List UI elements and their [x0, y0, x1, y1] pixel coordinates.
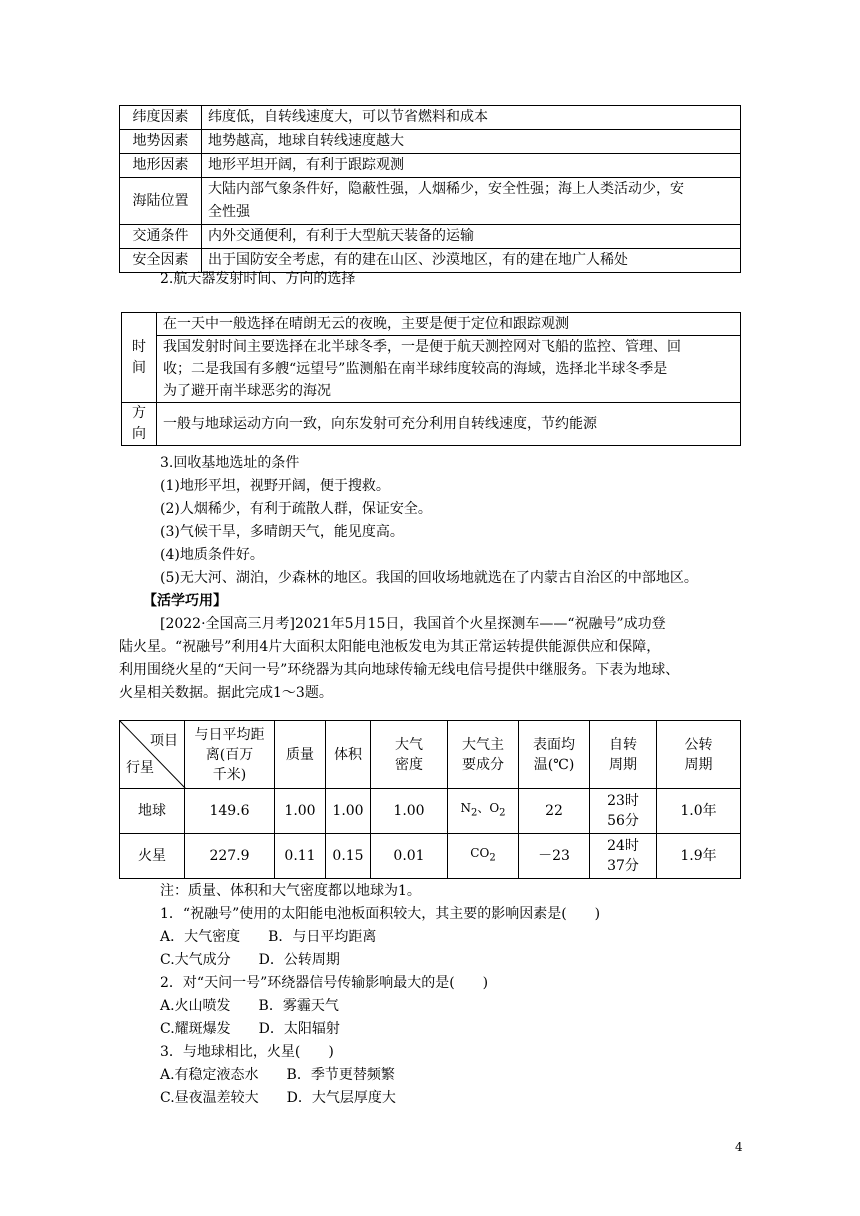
header-volume: 体积: [326, 721, 371, 789]
header-line: 密度: [395, 756, 423, 773]
table-row: [120, 178, 741, 225]
rotation-cell: [590, 789, 657, 834]
header-line: 离(百万: [205, 746, 254, 763]
question-options: A．大气密度 B．与日平均距离: [160, 929, 377, 945]
question-options: C.耀斑爆发 D．太阳辐射: [160, 1021, 340, 1037]
time-text: 在一天中一般选择在晴朗无云的夜晚，主要是便于定位和跟踪观测: [157, 313, 741, 336]
row-label-direction: [122, 403, 157, 446]
launch-time-direction-table: [121, 312, 741, 446]
header-revolution: [657, 721, 741, 789]
corner-top-label: 项目: [150, 733, 178, 749]
header-density: [371, 721, 448, 789]
header-line: 周期: [684, 756, 713, 773]
composition-formula: O: [489, 801, 500, 816]
header-rotation: [590, 721, 657, 789]
row-label-time: [122, 313, 157, 403]
factor-name: 地势因素: [120, 130, 202, 154]
intro-line: 利用围绕火星的“天问一号”环绕器为其向地球传输无线电信号提供中继服务。下表为地球、: [119, 662, 680, 678]
heading-launch-time: 2.航天器发射时间、方向的选择: [160, 271, 356, 287]
revolution-cell: 1.0年: [657, 789, 741, 834]
factor-desc: 地形平坦开阔，有利于跟踪观测: [202, 154, 741, 178]
corner-bottom-label: 行星: [126, 760, 154, 776]
planet-data-table: [119, 720, 741, 879]
corner-header: [120, 721, 185, 789]
label-char: 时: [132, 338, 146, 355]
table-row: [122, 313, 741, 336]
rotation-line: 37分: [607, 858, 639, 874]
factor-name: 海陆位置: [120, 178, 202, 225]
density-cell: 1.00: [371, 789, 448, 834]
table-row: [120, 130, 741, 154]
rotation-line: 24时: [607, 838, 639, 854]
planet-name: 地球: [120, 789, 185, 834]
condition-item: (4)地质条件好。: [160, 547, 264, 563]
factor-name: 纬度因素: [120, 106, 202, 130]
table-row: [120, 154, 741, 178]
factor-desc: 地势越高，地球自转线速度越大: [202, 130, 741, 154]
question-options: A.火山喷发 B．雾霾天气: [160, 998, 339, 1014]
header-temperature: [519, 721, 590, 789]
condition-item: (2)人烟稀少，有利于疏散人群，保证安全。: [160, 501, 432, 517]
label-char: 间: [132, 359, 146, 376]
volume-cell: 0.15: [326, 834, 371, 879]
header-line: 公转: [684, 736, 713, 753]
temperature-cell: －23: [519, 834, 590, 879]
table-row: [122, 403, 741, 446]
mass-cell: 0.11: [275, 834, 326, 879]
question-stem: 2．对“天问一号”环绕器信号传输影响最大的是( ): [160, 975, 489, 991]
table-note: 注：质量、体积和大气密度都以地球为1。: [160, 883, 421, 899]
factor-desc: 出于国防安全考虑，有的建在山区、沙漠地区，有的建在地广人稀处: [202, 249, 741, 273]
factor-name: 安全因素: [120, 249, 202, 273]
header-line: 自转: [609, 736, 637, 753]
temperature-cell: 22: [519, 789, 590, 834]
composition-subscript: 2: [499, 807, 506, 819]
intro-line: [2022·全国高三月考]2021年5月15日，我国首个火星探测车——“祝融号”成功登: [160, 616, 666, 632]
header-line: 大气主: [462, 736, 504, 753]
condition-item: (1)地形平坦，视野开阔，便于搜救。: [160, 478, 390, 494]
header-line: 千米): [212, 766, 247, 783]
factor-desc-line: 全性强: [208, 204, 250, 220]
distance-cell: 149.6: [185, 789, 275, 834]
header-distance: [185, 721, 275, 789]
composition-separator: 、: [477, 801, 490, 816]
direction-text: 一般与地球运动方向一致，向东发射可充分利用自转线速度，节约能源: [157, 403, 741, 446]
factor-desc-line: 大陆内部气象条件好，隐蔽性强，人烟稀少，安全性强；海上人类活动少，安: [208, 181, 684, 197]
rotation-cell: [590, 834, 657, 879]
header-line: 要成分: [462, 756, 504, 773]
factor-desc: [202, 178, 741, 225]
label-char: 向: [132, 426, 146, 442]
volume-cell: 1.00: [326, 789, 371, 834]
header-mass: 质量: [275, 721, 326, 789]
planet-name: 火星: [120, 834, 185, 879]
intro-line: 火星相关数据。据此完成1～3题。: [119, 685, 333, 701]
composition-cell: [448, 834, 519, 879]
question-options: A.有稳定液态水 B．季节更替频繁: [160, 1067, 395, 1083]
site-factors-table: [119, 105, 741, 273]
heading-recovery: 3.回收基地选址的条件: [160, 455, 300, 471]
factor-desc: 纬度低，自转线速度大，可以节省燃料和成本: [202, 106, 741, 130]
page-number: 4: [735, 1140, 743, 1154]
question-options: C.大气成分 D．公转周期: [160, 952, 340, 968]
time-text: [157, 336, 741, 403]
composition-formula: CO: [470, 846, 490, 861]
composition-subscript: 2: [470, 807, 478, 819]
time-text-line: 我国发射时间主要选择在北半球冬季，一是便于航天测控网对飞船的监控、管理、回: [163, 339, 681, 355]
table-row: [122, 336, 741, 403]
revolution-cell: 1.9年: [657, 834, 741, 879]
header-line: 与日平均距: [194, 726, 265, 743]
factor-desc: 内外交通便利，有利于大型航天装备的运输: [202, 225, 741, 249]
distance-cell: 227.9: [185, 834, 275, 879]
header-line: 周期: [609, 756, 637, 773]
question-stem: 1．“祝融号”使用的太阳能电池板面积较大，其主要的影响因素是( ): [160, 906, 601, 922]
table-header-row: [120, 721, 741, 789]
composition-formula: N: [460, 801, 471, 816]
question-stem: 3．与地球相比，火星( ): [160, 1044, 334, 1060]
rotation-line: 56分: [607, 813, 639, 829]
condition-item: (3)气候干旱，多晴朗天气，能见度高。: [160, 524, 404, 540]
section-title: 【活学巧用】: [143, 593, 227, 609]
table-row: [120, 789, 741, 834]
mass-cell: 1.00: [275, 789, 326, 834]
factor-name: 交通条件: [120, 225, 202, 249]
intro-line: 陆火星。“祝融号”利用4片大面积太阳能电池板发电为其正常运转提供能源供应和保障，: [119, 639, 661, 655]
table-row: [120, 106, 741, 130]
composition-cell: [448, 789, 519, 834]
header-line: 表面均: [533, 736, 575, 753]
condition-item: (5)无大河、湖泊，少森林的地区。我国的回收场地就选在了内蒙古自治区的中部地区。: [160, 570, 698, 586]
table-row: [120, 834, 741, 879]
label-char: 方: [132, 405, 146, 421]
table-row: [120, 225, 741, 249]
questions-block: [143, 880, 743, 1110]
time-text-line: 收；二是我国有多艘“远望号”监测船在南半球纬度较高的海域，选择北半球冬季是: [163, 361, 668, 377]
header-line: 大气: [395, 736, 423, 753]
density-cell: 0.01: [371, 834, 448, 879]
time-text-line: 为了避开南半球恶劣的海况: [163, 383, 331, 399]
rotation-line: 23时: [607, 793, 639, 809]
factor-name: 地形因素: [120, 154, 202, 178]
composition-subscript: 2: [489, 852, 496, 864]
header-composition: [448, 721, 519, 789]
question-options: C.昼夜温差较大 D．大气层厚度大: [160, 1090, 396, 1106]
header-line: 温(℃): [533, 756, 575, 773]
